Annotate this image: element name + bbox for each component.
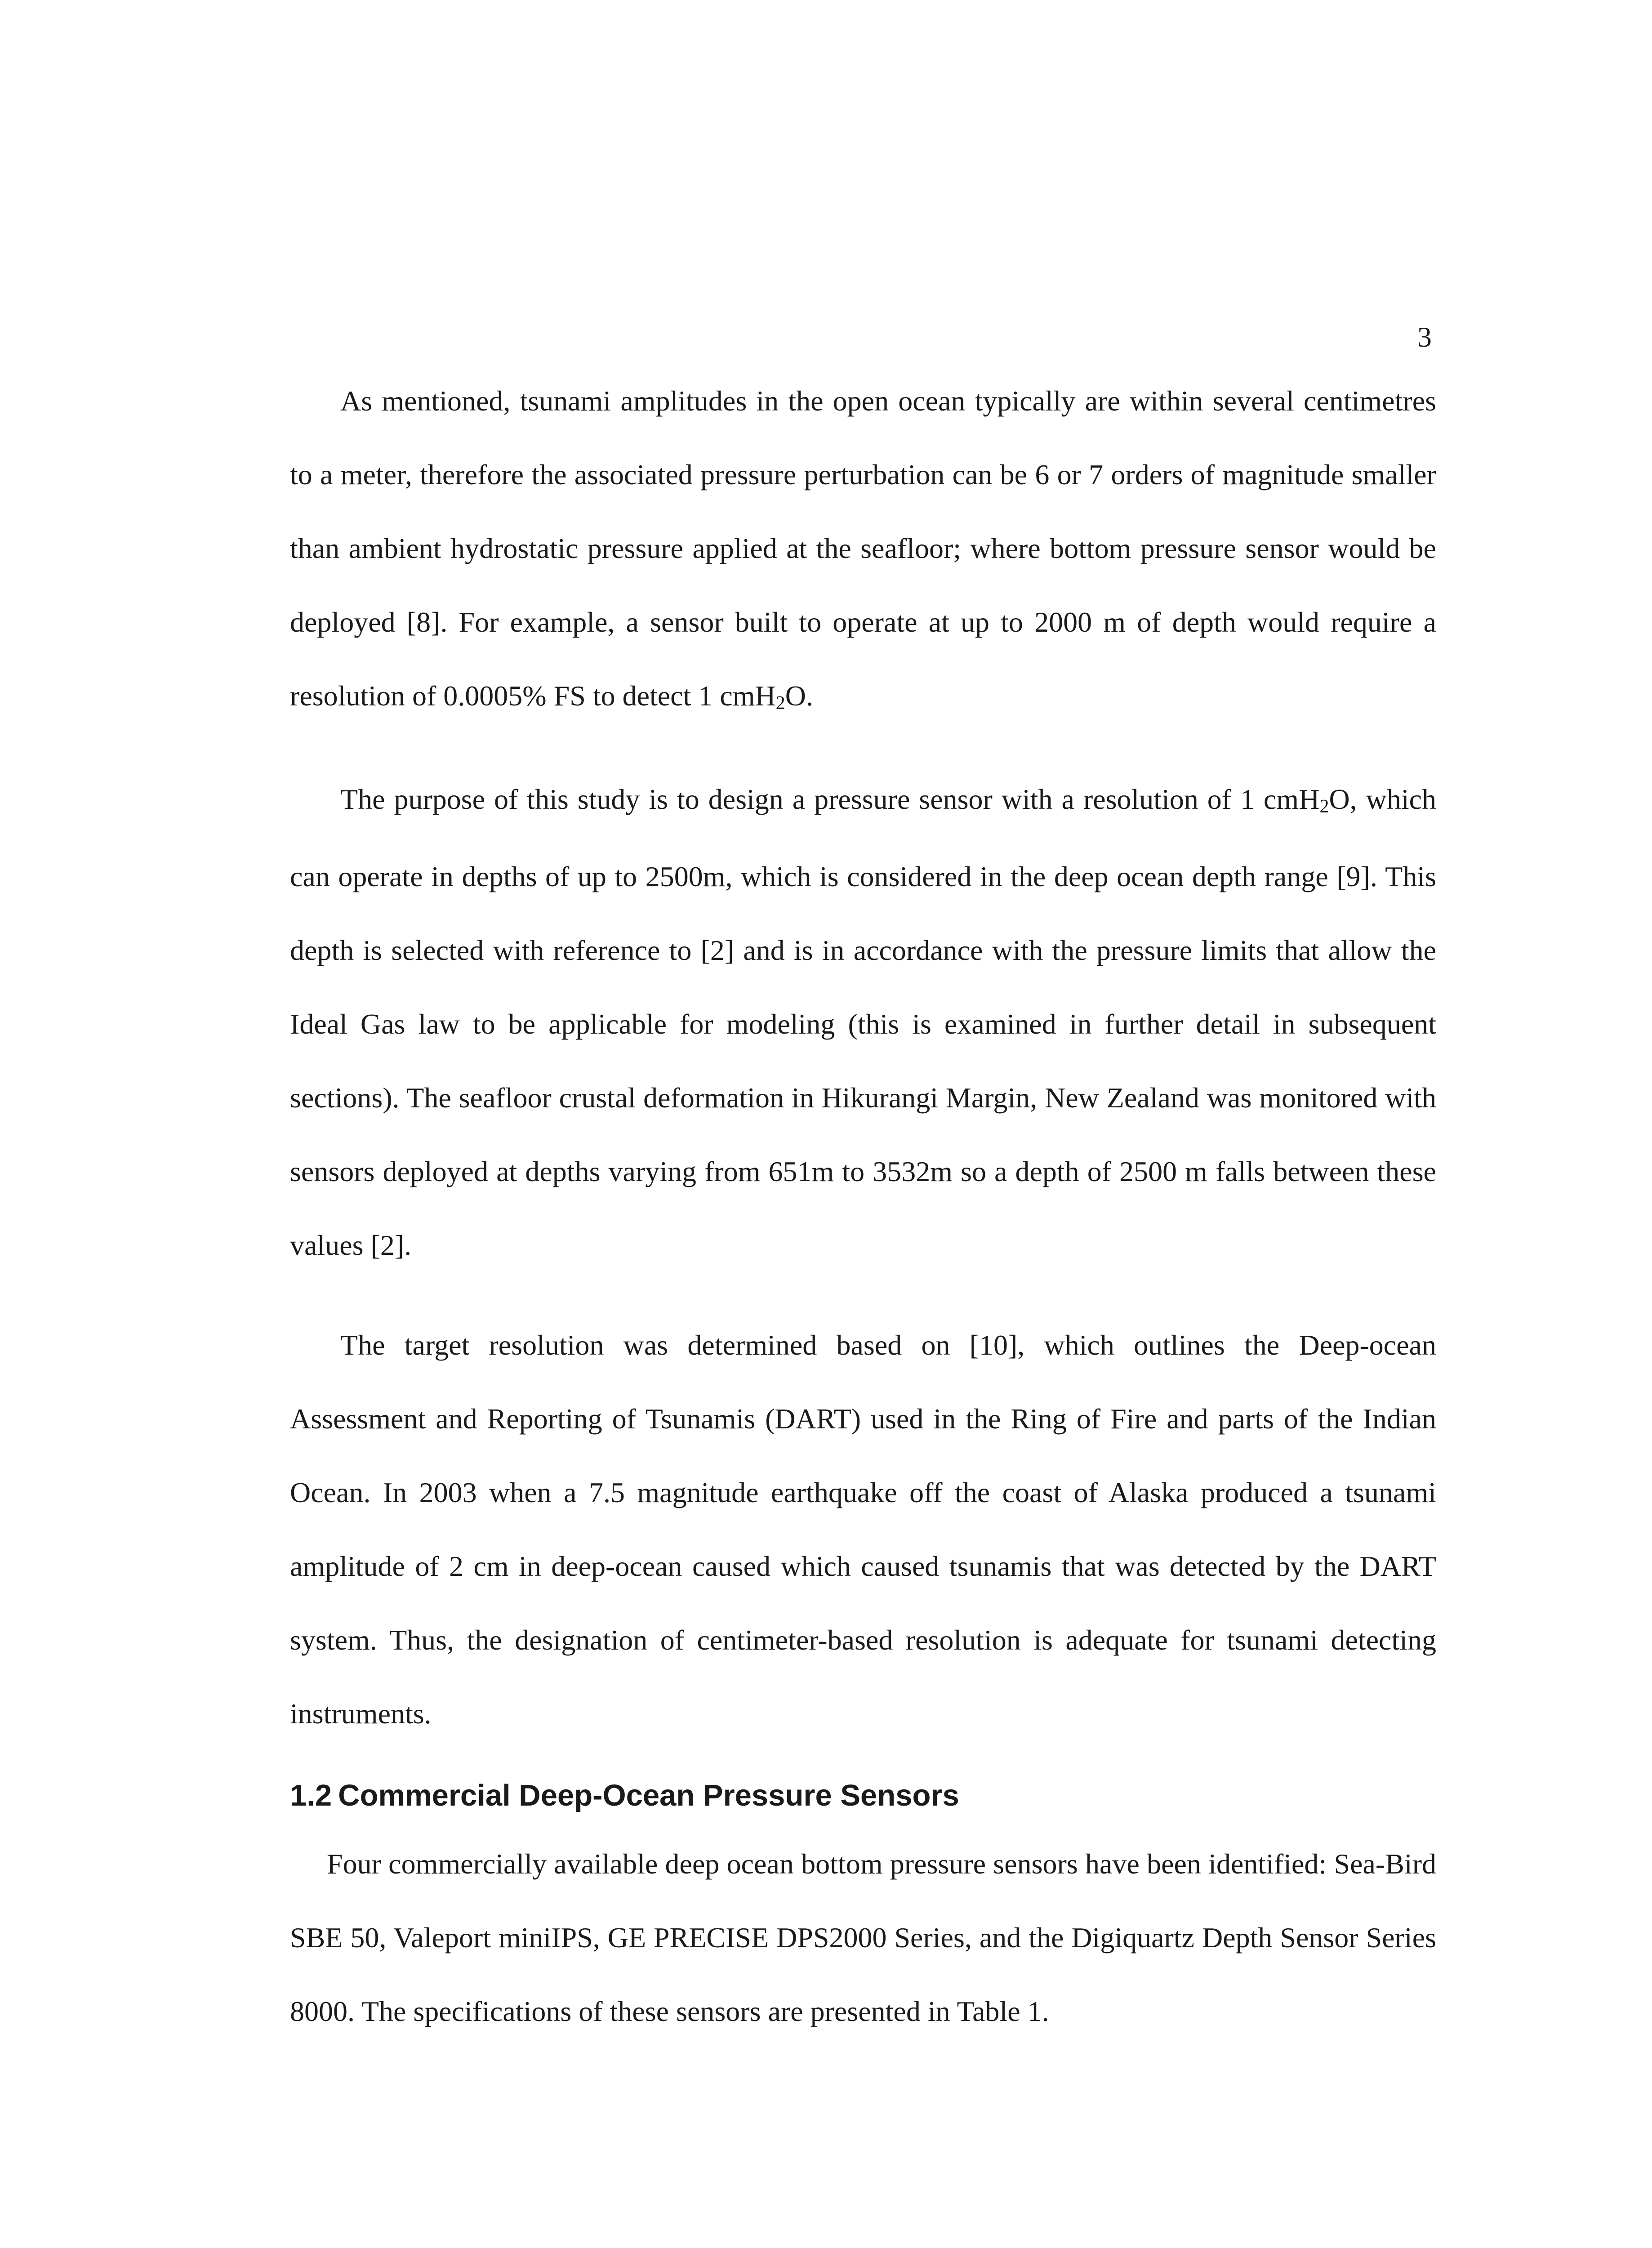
- page-number: 3: [1417, 321, 1432, 353]
- page-body: [290, 364, 1436, 2048]
- section-heading: [290, 1764, 1436, 1827]
- paragraph-text: O.: [785, 680, 813, 712]
- paragraph-commercial-sensors: Four commercially available deep ocean bottom pressure sensors have been identified: Sea-Bird SBE 50, Valeport miniIPS, GE PRECISE DPS2000 Series, and the Digiquartz Depth Sensor Series 8000. The specifications of these sensors are presented in Table 1.: [290, 1848, 1436, 2027]
- subscript-two: 2: [1319, 796, 1329, 817]
- paragraph-text: The purpose of this study is to design a pressure sensor with a resolution of 1 cmH: [340, 783, 1320, 815]
- paragraph-text: O, which can operate in depths of up to 2500m, which is considered in the deep ocean depth range [9]. This depth is selected with reference to [2] and is in accordance with the pressure limits that allow the Ideal Gas law to be applicable for modeling (this is examined in further detail in subsequent sections). The seafloor crustal deformation in Hikurangi Margin, New Zealand was monitored with sensors deployed at depths varying from 651m to 3532m so a depth of 2500 m falls between these values [2].: [290, 783, 1437, 1261]
- section-title: Commercial Deep-Ocean Pressure Sensors: [338, 1779, 959, 1812]
- paragraph-text: As mentioned, tsunami amplitudes in the open ocean typically are within several centimetres to a meter, therefore the associated pressure perturbation can be 6 or 7 orders of magnitude smaller than ambient hydrostatic pressure applied at the seafloor; where bottom pressure sensor would be deployed [8]. For example, a sensor built to operate at up to 2000 m of depth would require a resolution of 0.0005% FS to detect 1 cmH: [290, 385, 1436, 712]
- paragraph-study-purpose: [290, 763, 1436, 1282]
- paragraph-tsunami-amplitudes: [290, 364, 1436, 736]
- paragraph-target-resolution: The target resolution was determined based on [10], which outlines the Deep-ocean Assessment and Reporting of Tsunamis (DART) used in the Ring of Fire and parts of the Indian Ocean. In 2003 when a 7.5 magnitude earthquake off the coast of Alaska produced a tsunami amplitude of 2 cm in deep-ocean caused which caused tsunamis that was detected by the DART system. Thus, the designation of centimeter-based resolution is adequate for tsunami detecting instruments.: [290, 1329, 1436, 1730]
- section-number: 1.2: [290, 1779, 332, 1812]
- subscript-two: 2: [775, 693, 785, 714]
